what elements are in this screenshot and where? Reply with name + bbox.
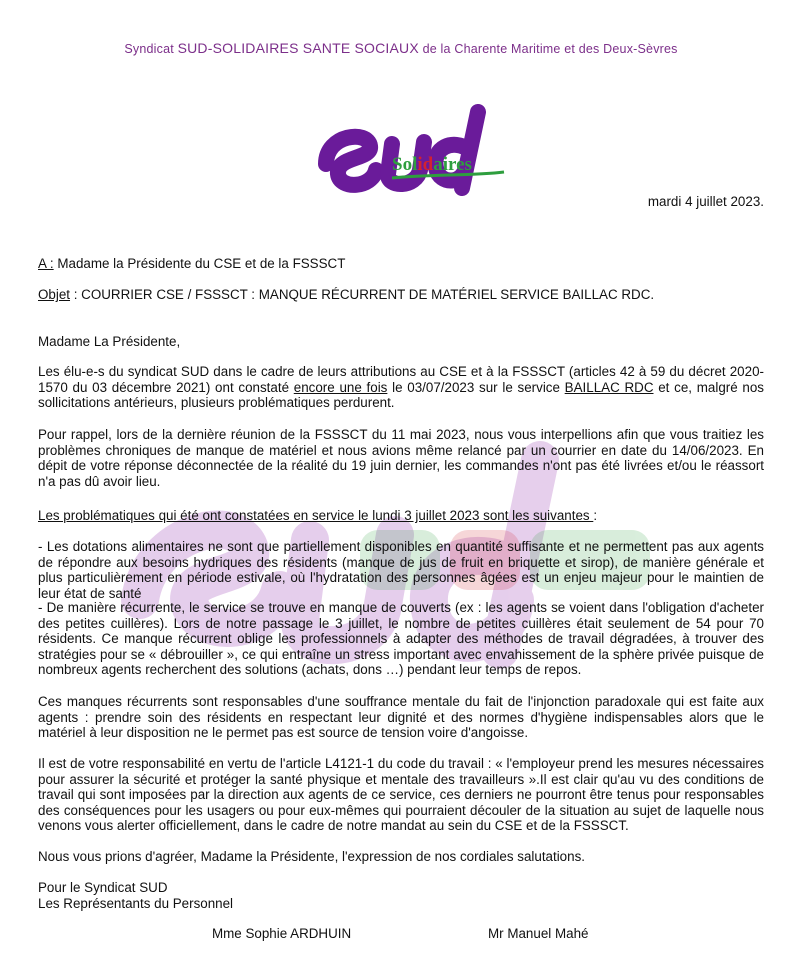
recipient-line — [38, 256, 764, 272]
signatory-sophie-ardhuin: Mme Sophie ARDHUIN — [212, 926, 352, 941]
paragraph-3: Ces manques récurrents sont responsables d'une souffrance mentale du fait de l'injonction paradoxale qui est faite aux agents : prendre soin des résidents en respectant leur dignité et des normes d'hygiène indispensables alors que le matériel à leur disposition ne le permet pas est source de tension voire d'angoisse. — [38, 694, 764, 740]
union-header — [0, 40, 802, 56]
salutation: Madame La Présidente, — [38, 334, 181, 349]
signature-role: Les Représentants du Personnel — [38, 896, 234, 911]
letter-date: mardi 4 juillet 2023. — [647, 194, 764, 209]
header-prefix: Syndicat — [124, 42, 178, 56]
problem-item-hydration: - Les dotations alimentaires ne sont que partiellement disponibles en quantité suffisante et ne permettent pas aux agents de répondre aux besoins hydriques des résidents (manque de jus de fruit en briquette et sirop), de manière générale et plus particulièrement en période estivale, où l'hydratation des personnes âgées est un enjeu majeur pour le maintien de leur état de santé — [38, 539, 764, 601]
para1-text-c: le 03/07/2023 sur le service — [387, 379, 565, 395]
header-suffix: de la Charente Maritime et des Deux-Sèvres — [418, 42, 678, 56]
header-union-name: SUD-SOLIDAIRES SANTE SOCIAUX — [177, 40, 419, 56]
signature-org: Pour le Syndicat SUD — [38, 880, 168, 895]
problems-title-colon: : — [593, 508, 598, 523]
recipient-text: Madame la Présidente du CSE et de la FSSSCT — [53, 256, 346, 271]
paragraph-4: Il est de votre responsabilité en vertu de l'article L4121-1 du code du travail : « l'employeur prend les mesures nécessaires pour assurer la sécurité et protéger la santé physique et mentale des travailleurs ».Il est clair qu'au vu des conditions de travail qui sont imposées par la direction aux agents de ce service, ces derniers ne pourront être tenus pour responsables des conséquences pour les usagers ou pour eux-mêmes qui pourraient découler de la situation au sujet de laquelle nous venons vous alerter officiellement, dans le cadre de notre mandat au sein du CSE et de la FSSSCT. — [38, 756, 764, 833]
para1-underlined-service: BAILLAC RDC — [564, 379, 654, 395]
subject-line — [38, 287, 764, 303]
paragraph-1 — [38, 364, 764, 411]
closing-formula: Nous vous prions d'agréer, Madame la Présidente, l'expression de nos cordiales salutations. — [38, 849, 585, 864]
paragraph-2: Pour rappel, lors de la dernière réunion de la FSSSCT du 11 mai 2023, nous vous interpellions afin que vous traitiez les problèmes chroniques de manque de matériel et nous avions même relancé par un courrier en date du 14/06/2023. En dépit de votre réponse déconnectée de la réalité du 19 juin dernier, les commandes n'ont pas été livrées et/ou le réassort n'a pas dû avoir lieu. — [38, 427, 764, 489]
signatory-manuel-mahe: Mr Manuel Mahé — [488, 926, 589, 941]
subject-text: : COURRIER CSE / FSSSCT : MANQUE RÉCURRENT DE MATÉRIEL SERVICE BAILLAC RDC. — [70, 287, 655, 302]
problems-title-text: Les problématiques qui été ont constatées en service le lundi 3 juillet 2023 sont les suivantes — [38, 508, 594, 523]
recipient-label: A : — [38, 256, 54, 271]
problem-item-cutlery: - De manière récurrente, le service se trouve en manque de couverts (ex : les agents se voient dans l'obligation d'acheter des petites cuillères). Lors de notre passage le 3 juillet, le nombre de petites cuillères était seulement de 54 pour 70 résidents. Ce manque récurrent oblige les professionnels à adapter des méthodes de travail dégradées, à trouver des stratégies pour se « débrouiller », ce qui entraîne un stress important avec envahissement de la sphère privée puisque de nombreux agents recherchent des solutions (achats, dons …) pendant leur temps de repos. — [38, 600, 764, 677]
problems-title — [38, 508, 764, 524]
sud-solidaires-logo — [312, 104, 512, 196]
para1-text-a: Les élu-e-s du syndicat SUD dans le cadre de leurs attributions au CSE et à la FSSSCT (articles 42 à 59 du décret 2020-1570 du 03 décembre 2021) ont constaté — [38, 364, 764, 395]
subject-label: Objet — [38, 287, 71, 302]
svg-text:Solidaires: Solidaires — [392, 154, 472, 175]
para1-underlined-encore: encore une fois — [293, 379, 388, 395]
para1-text-e: et ce, malgré nos sollicitations antérieurs, plusieurs problématiques perdurent. — [38, 379, 764, 410]
